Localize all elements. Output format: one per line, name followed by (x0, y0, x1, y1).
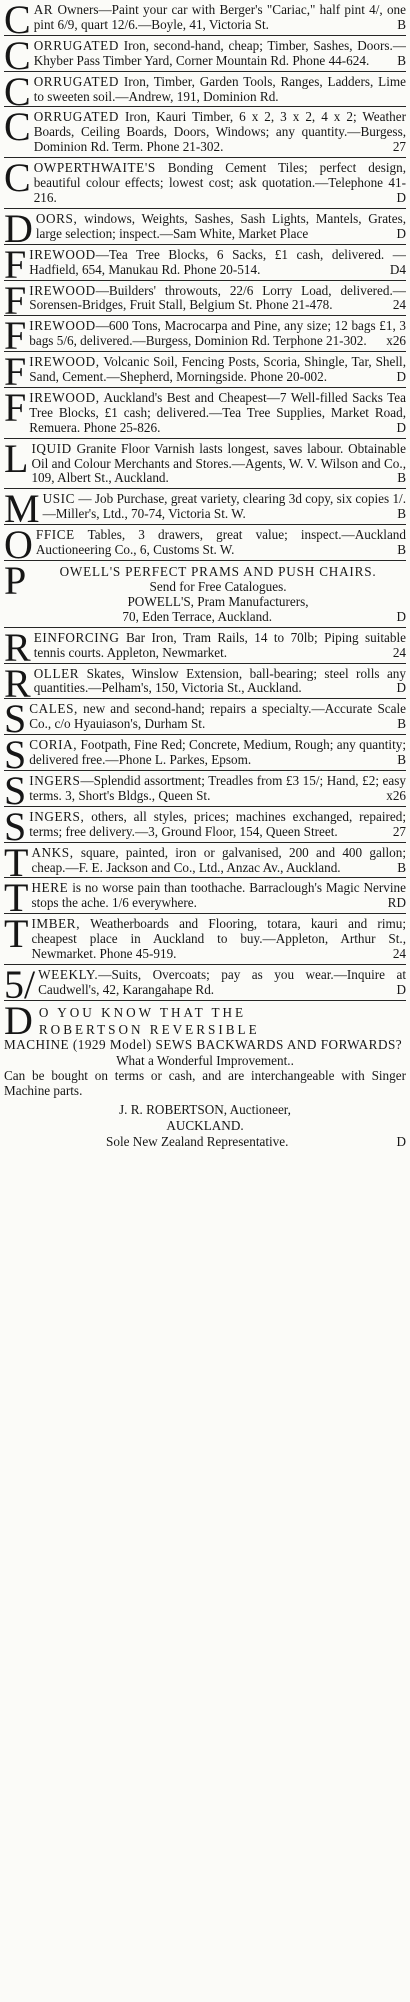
ad-text: Iron, Timber, Garden Tools, Ranges, Ladders, Lime to sweeten soil.—Andrew, 191, Dominion Rd. (33, 73, 406, 104)
ad-lead: IQUID (31, 440, 72, 456)
ad-code: D (396, 608, 406, 624)
ad-code: B (397, 16, 406, 32)
ad-lead: IREWOOD, (29, 354, 100, 370)
ad-lead: IREWOOD, (29, 389, 100, 405)
drop-cap: S (4, 696, 27, 742)
ad-text: Skates, Winslow Extension, ball-bearing; steel rolls any quantities.—Pelham's, 150, Victoria St., Auckland. (33, 665, 406, 696)
drop-cap: F (4, 277, 27, 323)
ad-liquid-granite (4, 435, 406, 490)
ad-code: B (397, 52, 406, 68)
ad-address-line: 70, Eden Terrace, Auckland. D (122, 608, 406, 624)
ad-code: RD (387, 895, 406, 911)
ad-corrugated-andrew (4, 68, 406, 114)
ad-firewood-tea-tree (4, 384, 406, 439)
ad-text: Weatherboards and Flooring, totara, kauri and rimu; cheapest place in Auckland to buy.—Appleton, Arthur St., Newmarket. Phone 45-919. (31, 916, 406, 962)
ad-maker-line: POWELL'S, Pram Manufacturers, (127, 593, 309, 609)
ad-lead: HERE (31, 880, 69, 896)
drop-cap: L (4, 435, 29, 481)
ad-lead: IREWOOD (29, 318, 96, 334)
ad-lead: INGERS, (29, 808, 85, 824)
ad-singers-splendid (4, 767, 406, 813)
drop-cap: S (4, 732, 27, 778)
drop-cap: F (4, 349, 27, 395)
drop-cap: C (4, 104, 31, 150)
ad-text: is no worse pain than toothache. Barraclough's Magic Nervine stops the ache. 1/6 everywhere. (31, 880, 406, 911)
ad-lead: CORIA, (29, 737, 78, 753)
ad-timber (4, 911, 406, 965)
ad-lead: ANKS, (31, 844, 74, 860)
ad-text: new and second-hand; repairs a specialty.—Accurate Scale Co., c/o Hyauiason's, Durham St. (29, 701, 406, 732)
ad-car-owners (4, 0, 406, 42)
drop-cap: F (4, 241, 27, 287)
drop-cap: M (4, 486, 40, 532)
ad-code: 24 (392, 297, 406, 313)
ad-heading-line3: MACHINE (1929 Model) SEWS BACKWARDS AND FORWARDS? (4, 1036, 403, 1052)
drop-cap: T (4, 875, 29, 921)
ad-text: —Splendid assortment; Treadles from £3 15/; Hand, £2; easy terms. 3, Short's Bldgs., Queen St. (29, 772, 406, 803)
ad-lead: EINFORCING (33, 629, 120, 645)
drop-cap: T (4, 911, 29, 957)
ad-code: B (397, 470, 406, 486)
drop-cap: D (4, 997, 36, 1043)
ad-lead: IREWOOD (29, 246, 96, 262)
ad-code: D (396, 419, 406, 435)
ad-code: 27 (392, 139, 406, 155)
drop-cap: C (4, 0, 31, 42)
ad-code: D4 (389, 261, 406, 277)
ad-lead: OORS, (35, 210, 78, 226)
ad-office-tables (4, 522, 406, 568)
ad-terms-line: Can be bought on terms or cash, and are interchangeable with Singer Machine parts. (4, 1067, 406, 1098)
drop-cap: R (4, 624, 31, 670)
ad-firewood-shepherd (4, 349, 406, 395)
ad-lead: USIC (42, 491, 76, 507)
ad-music (4, 486, 406, 532)
ad-weekly-suits (4, 961, 406, 1007)
ad-code: D (396, 680, 406, 696)
drop-cap: P (4, 558, 28, 603)
ad-text: —600 Tons, Macrocarpa and Pine, any size; 12 bags £1, 3 bags 5/6, delivered.—Burgess, Dominion Rd. Terphone 21-302. (29, 318, 406, 349)
ad-text: — Job Purchase, great variety, clearing 3d copy, six copies 1/.—Miller's, Ltd., 70-74, Victoria St. W. (42, 491, 406, 522)
ad-lead: ORRUGATED (33, 73, 119, 89)
ad-code: D (396, 1134, 406, 1150)
classified-column (4, 0, 406, 2002)
ad-code: D (396, 981, 406, 997)
ad-toothache (4, 875, 406, 921)
ad-text: Auckland's Best and Cheapest—7 Well-filled Sacks Tea Tree Blocks, £1 cash; delivered.—Tea Tree Supplies, Market Road, Remuera. Phone 25-826. (29, 389, 406, 435)
ad-lead: OLLER (33, 665, 80, 681)
ad-scales (4, 696, 406, 742)
ad-lead: ORRUGATED (33, 109, 119, 125)
ad-code: D (396, 369, 406, 385)
ad-signature-city: AUCKLAND. (166, 1118, 244, 1134)
drop-cap: C (4, 32, 31, 78)
ad-code: D (396, 189, 406, 205)
drop-cap: R (4, 660, 31, 706)
ad-text: Iron, second-hand, cheap; Timber, Sashes, Doors.—Khyber Pass Timber Yard, Corner Mountain Rd. Phone 44-624. (33, 37, 406, 68)
ad-code: x26 (386, 333, 406, 349)
ad-lead: OWPERTHWAITE'S (33, 160, 156, 176)
drop-cap: F (4, 384, 27, 430)
ad-cowperthwaite (4, 155, 406, 209)
ad-firewood-sorensen (4, 277, 406, 323)
ad-code: B (397, 716, 406, 732)
ad-lead: AR (33, 2, 54, 17)
ad-signature-name: J. R. ROBERTSON, Auctioneer, (119, 1102, 291, 1118)
ad-text: Bar Iron, Tram Rails, 14 to 70lb; Piping suitable tennis courts. Appleton, Newmarket. (33, 629, 406, 660)
ad-code: B (397, 542, 406, 558)
ad-code: 27 (392, 823, 406, 839)
ad-tagline: What a Wonderful Improvement.. (116, 1052, 294, 1068)
ad-text: —Suits, Overcoats; pay as you wear.—Inquire at Caudwell's, 42, Karangahape Rd. (38, 966, 406, 997)
ad-code: B (397, 859, 406, 875)
ad-tanks (4, 839, 406, 885)
drop-cap: T (4, 839, 29, 885)
ad-doors (4, 205, 406, 251)
drop-cap: F (4, 313, 27, 359)
ad-code: 24 (392, 644, 406, 660)
ad-text: Bonding Cement Tiles; perfect design, beautiful colour effects; lowest cost; ask quotation.—Telephone 41-216. (33, 160, 406, 205)
ad-lead: WEEKLY. (38, 966, 99, 982)
ad-code: x26 (386, 787, 406, 803)
ad-roller-skates (4, 660, 406, 706)
ad-text: —Tea Tree Blocks, 6 Sacks, £1 cash, delivered. — Hadfield, 654, Manukau Rd. Phone 20-514. (29, 246, 406, 277)
ad-lead: INGERS (29, 772, 81, 788)
ad-lead: IMBER, (31, 916, 81, 932)
ad-heading: D O YOU KNOW THAT THE ROBERTSON REVERSIBLE (4, 997, 260, 1043)
ad-lead: OWELL'S (59, 564, 122, 579)
ad-code: 24 (392, 946, 406, 962)
ad-singers-others (4, 803, 406, 849)
ad-text: —Builders' throwouts, 22/6 Lorry Load, delivered.—Sorensen-Bridges, Fruit Stall, Belgium St. Phone 21-478. (29, 282, 406, 313)
ad-reinforcing (4, 624, 406, 670)
ad-lead: IREWOOD (29, 282, 96, 298)
ad-text: Volcanic Soil, Fencing Posts, Scoria, Shingle, Tar, Shell, Sand, Cement.—Shepherd, Morningside. Phone 20-002. (29, 354, 406, 385)
ad-text: windows, Weights, Sashes, Sash Lights, Mantels, Grates, large selection; inspect.—Sam White, Market Place (35, 210, 406, 241)
ad-corrugated-khyber (4, 32, 406, 78)
ad-robertson-machine (4, 997, 406, 1153)
drop-cap: S (4, 803, 27, 849)
ad-text: Iron, Kauri Timber, 6 x 2, 3 x 2, 4 x 2; Weather Boards, Ceiling Boards, Doors, Windows; any quantity.—Burgess, Dominion Rd. Term. Phone 21-302. (33, 109, 406, 155)
drop-cap: S (4, 767, 27, 813)
ad-corrugated-burgess (4, 104, 406, 158)
ad-text: PERFECT PRAMS AND PUSH CHAIRS. (125, 564, 377, 579)
ad-send-line: Send for Free Catalogues. (149, 579, 287, 594)
ad-firewood-burgess (4, 313, 406, 359)
drop-cap: C (4, 68, 31, 114)
ad-lead: CALES, (29, 701, 78, 717)
ad-text: Footpath, Fine Red; Concrete, Medium, Rough; any quantity; delivered free.—Phone L. Parkes, Epsom. (29, 737, 406, 768)
ad-code: B (397, 506, 406, 522)
drop-cap: O (4, 522, 33, 568)
ad-powells-prams (4, 558, 406, 628)
drop-cap: D (4, 205, 33, 251)
ad-text: Owners—Paint your car with Berger's "Cariac," half pint 4/, one pint 6/9, quart 12/6.—Boyle, 41, Victoria St. (33, 2, 406, 32)
drop-cap: 5/ (4, 961, 36, 1007)
ad-scoria (4, 732, 406, 778)
ad-lead: ORRUGATED (33, 37, 119, 53)
ad-text: square, painted, iron or galvanised, 200 and 400 gallon; cheap.—F. E. Jackson and Co., Ltd., Anzac Av., Auckland. (31, 844, 406, 875)
ad-code: D (396, 225, 406, 241)
ad-lead: FFICE (35, 527, 75, 543)
ad-firewood-hadfield (4, 241, 406, 287)
drop-cap: C (4, 155, 31, 201)
ad-text: others, all styles, prices; machines exchanged, repaired; terms; free delivery.—3, Ground Floor, 154, Queen Street. (29, 808, 406, 839)
ad-code: B (397, 752, 406, 768)
ad-signature-role: Sole New Zealand Representative. D (106, 1134, 406, 1150)
ad-text: Granite Floor Varnish lasts longest, saves labour. Obtainable Oil and Colour Merchants and Stores.—Agents, W. V. Wilson and Co., 109, Albert St., Auckland. (31, 440, 406, 486)
ad-text: Tables, 3 drawers, great value; inspect.—Auckland Auctioneering Co., 6, Customs St. W. (35, 527, 406, 558)
